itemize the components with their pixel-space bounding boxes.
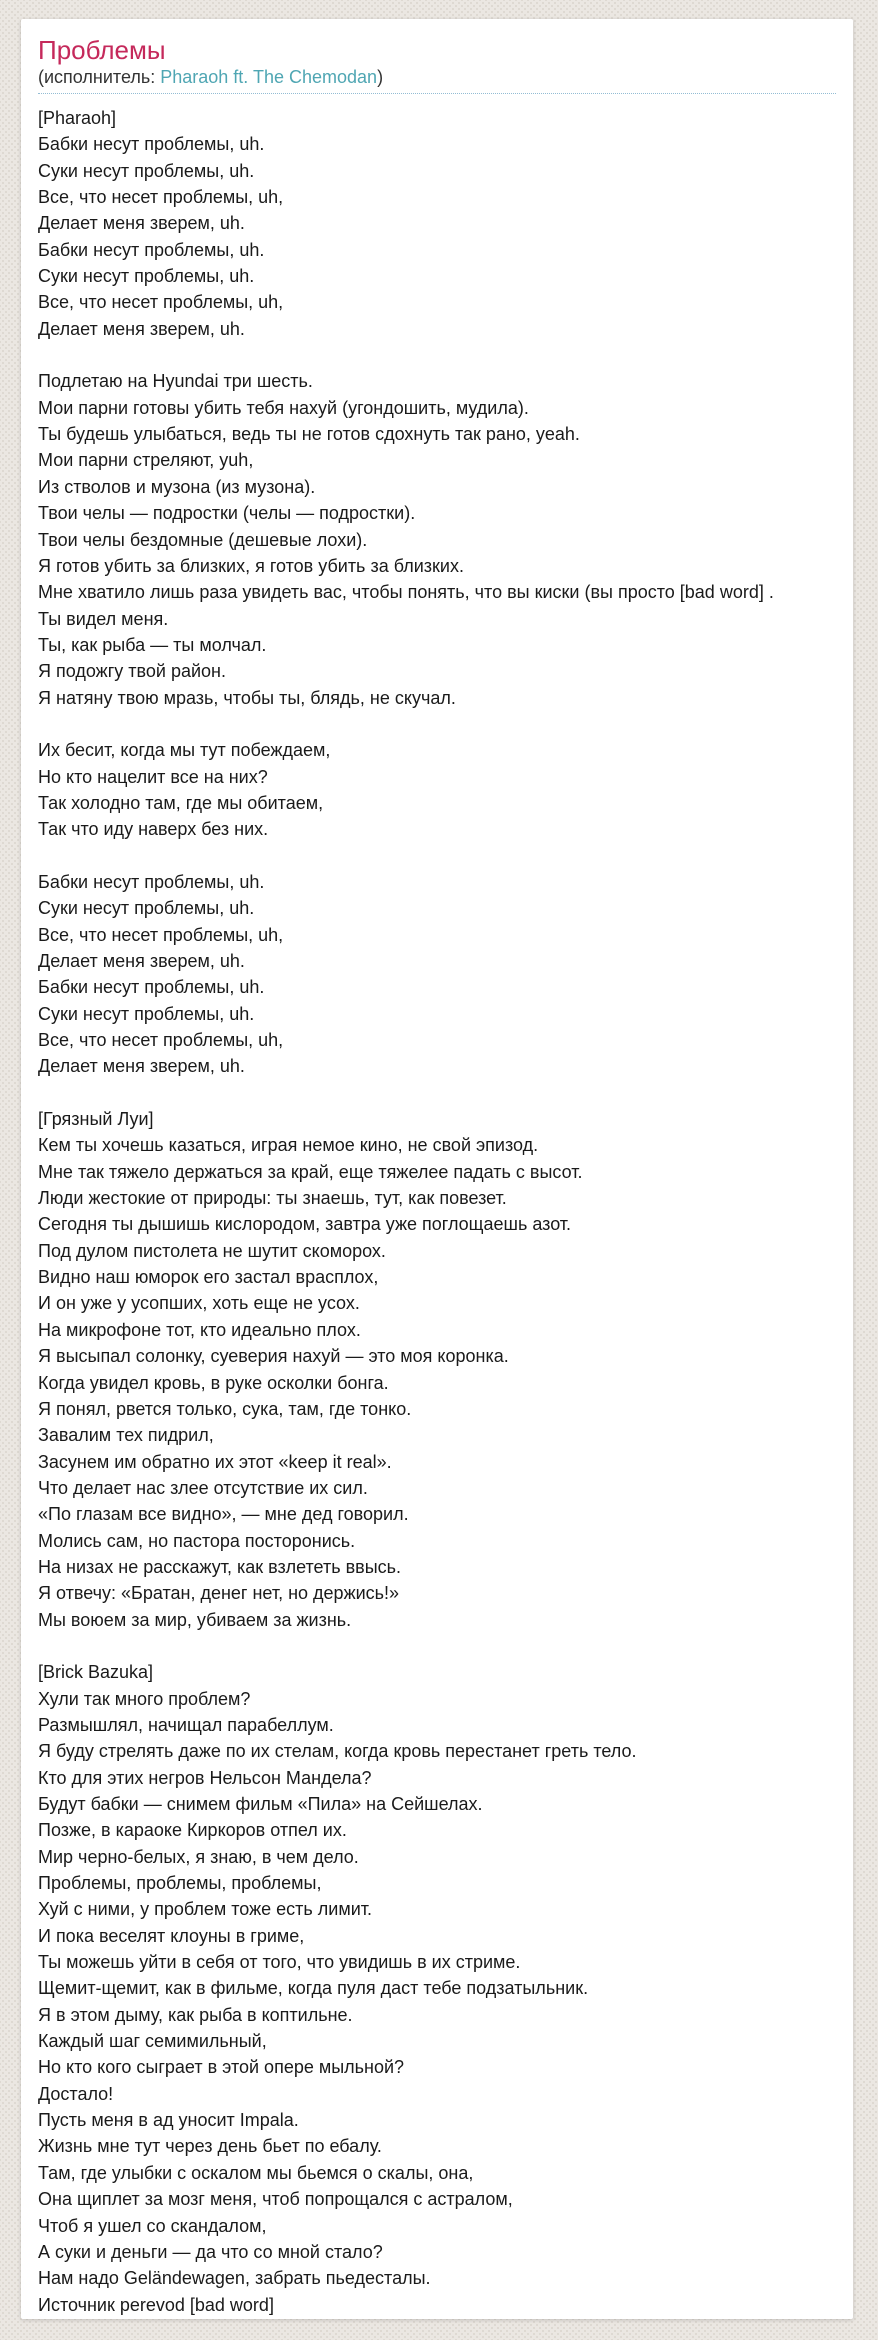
lyric-line: Все, что несет проблемы, uh, — [38, 924, 284, 945]
lyric-line: Суки несут проблемы, uh. — [38, 1003, 255, 1024]
lyric-line: Молись сам, но пастора посторонись. — [38, 1530, 356, 1551]
lyric-line: Источник perevod [bad word] — [38, 2294, 274, 2315]
lyric-line: Жизнь мне тут через день бьет по ебалу. — [38, 2136, 382, 2157]
lyric-line: Щемит-щемит, как в фильме, когда пуля даст тебе подзатыльник. — [38, 1978, 589, 1999]
artist-line — [38, 65, 836, 89]
lyric-line: Я натяну твою мразь, чтобы ты, блядь, не скучал. — [38, 687, 456, 708]
lyric-line: Делает меня зверем, uh. — [38, 951, 245, 971]
lyric-line: Мы воюем за мир, убиваем за жизнь. — [38, 1609, 352, 1630]
artist-line-suffix: ) — [377, 67, 384, 87]
lyric-line: Суки несут проблемы, uh. — [38, 160, 255, 181]
lyric-line — [38, 843, 836, 869]
lyric-line: Люди жестокие от природы: ты знаешь, тут, как повезет. — [38, 1188, 507, 1209]
lyric-line: Но кто нацелит все на них? — [38, 766, 268, 787]
lyric-line: «По глазам все видно», — мне дед говорил. — [38, 1504, 409, 1525]
lyric-line: Я отвечу: «Братан, денег нет, но держись!» — [38, 1583, 400, 1604]
artist-link[interactable]: Pharaoh ft. The Chemodan — [160, 67, 378, 87]
lyric-line: Видно наш юморок его застал врасплох, — [38, 1267, 379, 1288]
lyric-line: Я в этом дыму, как рыба в коптильне. — [38, 2004, 353, 2025]
lyric-line: Бабки несут проблемы, uh. — [38, 239, 265, 260]
lyric-line: Мне так тяжело держаться за край, еще тяжелее падать с высот. — [38, 1161, 583, 1182]
lyric-line: Я высыпал солонку, суеверия нахуй — это моя коронка. — [38, 1346, 509, 1367]
lyric-line: Под дулом пистолета не шутит скоморох. — [38, 1240, 386, 1261]
lyric-line: Чтоб я ушел со скандалом, — [38, 2215, 267, 2236]
lyric-line: Там, где улыбки с оскалом мы бьемся о скалы, она, — [38, 2162, 474, 2183]
lyric-line: Подлетаю на Hyundai три шесть. — [38, 371, 313, 392]
lyric-line: Мне хватило лишь раза увидеть вас, чтобы понять, что вы киски (вы просто [bad word] . — [38, 582, 774, 603]
dotted-divider — [38, 93, 836, 94]
lyric-line: Я подожгу твой район. — [38, 661, 226, 682]
lyric-line: Бабки несут проблемы, uh. — [38, 977, 265, 998]
lyric-line — [38, 711, 836, 737]
lyric-line: Все, что несет проблемы, uh, — [38, 292, 284, 313]
lyric-line: На низах не расскажут, как взлететь ввысь. — [38, 1556, 402, 1577]
lyric-line: Она щиплет за мозг меня, чтоб попрощался с астралом, — [38, 2189, 513, 2210]
lyric-line: Пусть меня в ад уносит Impala. — [38, 2110, 299, 2131]
lyric-line: Делает меня зверем, uh. — [38, 318, 245, 339]
lyric-line: Ты видел меня. — [38, 608, 169, 629]
lyric-line: Каждый шаг семимильный, — [38, 2031, 267, 2052]
lyric-line: Позже, в караоке Киркоров отпел их. — [38, 1820, 347, 1841]
lyric-line: Я готов убить за близких, я готов убить за близких. — [38, 555, 464, 576]
lyric-line: Так холодно там, где мы обитаем, — [38, 792, 324, 813]
lyric-line: Нам надо Geländewagen, забрать пьедесталы. — [38, 2268, 431, 2289]
lyric-line: [Грязный Луи] — [38, 1109, 154, 1130]
lyric-line: И пока веселят клоуны в гриме, — [38, 1925, 305, 1946]
lyric-line: Их бесит, когда мы тут побеждаем, — [38, 740, 331, 761]
lyric-line: Так что иду наверх без них. — [38, 819, 269, 840]
lyrics-card — [21, 19, 853, 2319]
lyric-line: Твои челы бездомные (дешевые лохи). — [38, 529, 368, 550]
lyric-line: Я буду стрелять даже по их стелам, когда кровь перестанет греть тело. — [38, 1741, 637, 1762]
lyric-line — [38, 1080, 836, 1106]
lyric-line: Кто для этих негров Нельсон Мандела? — [38, 1767, 372, 1788]
lyric-line: И он уже у усопших, хоть еще не усох. — [38, 1293, 360, 1314]
lyric-line: На микрофоне тот, кто идеально плох. — [38, 1319, 361, 1340]
lyric-line: Мои парни стреляют, yuh, — [38, 450, 254, 471]
lyric-line: Достало! — [38, 2083, 114, 2104]
lyric-line: Делает меня зверем, uh. — [38, 213, 245, 234]
lyric-line: Но кто кого сыграет в этой опере мыльной? — [38, 2057, 405, 2078]
lyric-line: А суки и деньги — да что со мной стало? — [38, 2241, 383, 2262]
lyric-line: Делает меня зверем, uh. — [38, 1056, 245, 1077]
lyric-line: [Pharaoh] — [38, 108, 117, 128]
lyrics-text — [38, 105, 836, 2318]
lyric-line: Бабки несут проблемы, uh. — [38, 134, 265, 155]
lyric-line: Твои челы — подростки (челы — подростки). — [38, 503, 416, 524]
performer-label: (исполнитель: — [38, 67, 161, 87]
lyric-line: Ты, как рыба — ты молчал. — [38, 634, 267, 655]
lyric-line: Будут бабки — снимем фильм «Пила» на Сейшелах. — [38, 1794, 483, 1814]
lyric-line: Из стволов и музона (из музона). — [38, 476, 316, 497]
lyric-line: Что делает нас злее отсутствие их сил. — [38, 1477, 368, 1498]
lyric-line: Все, что несет проблемы, uh, — [38, 1030, 284, 1051]
lyric-line — [38, 342, 836, 368]
lyric-line: Все, что несет проблемы, uh, — [38, 187, 284, 208]
lyric-line: Суки несут проблемы, uh. — [38, 266, 255, 287]
lyric-line: Когда увидел кровь, в руке осколки бонга. — [38, 1372, 389, 1393]
lyric-line: Бабки несут проблемы, uh. — [38, 871, 265, 892]
lyric-line: Ты можешь уйти в себя от того, что увидишь в их стриме. — [38, 1952, 521, 1973]
song-title: Проблемы — [38, 35, 166, 65]
lyric-line: Проблемы, проблемы, проблемы, — [38, 1873, 322, 1894]
lyric-line: Суки несут проблемы, uh. — [38, 898, 255, 919]
lyric-line: Сегодня ты дышишь кислородом, завтра уже поглощаешь азот. — [38, 1214, 572, 1235]
lyric-line: Завалим тех пидрил, — [38, 1425, 214, 1446]
lyric-line: Засунем им обратно их этот «keep it real». — [38, 1451, 392, 1472]
lyric-line: Хули так много проблем? — [38, 1688, 251, 1709]
lyric-line: Я понял, рвется только, сука, там, где тонко. — [38, 1398, 412, 1419]
lyric-line: Мир черно-белых, я знаю, в чем дело. — [38, 1846, 359, 1867]
lyric-line: [Brick Bazuka] — [38, 1662, 154, 1683]
lyric-line: Хуй с ними, у проблем тоже есть лимит. — [38, 1899, 373, 1920]
lyric-line: Размышлял, начищал парабеллум. — [38, 1714, 334, 1735]
lyric-line: Мои парни готовы убить тебя нахуй (угондошить, мудила). — [38, 397, 529, 418]
lyric-line: Ты будешь улыбаться, ведь ты не готов сдохнуть так рано, yeah. — [38, 424, 580, 445]
lyric-line: Кем ты хочешь казаться, играя немое кино, не свой эпизод. — [38, 1135, 539, 1156]
lyric-line — [38, 1633, 836, 1659]
